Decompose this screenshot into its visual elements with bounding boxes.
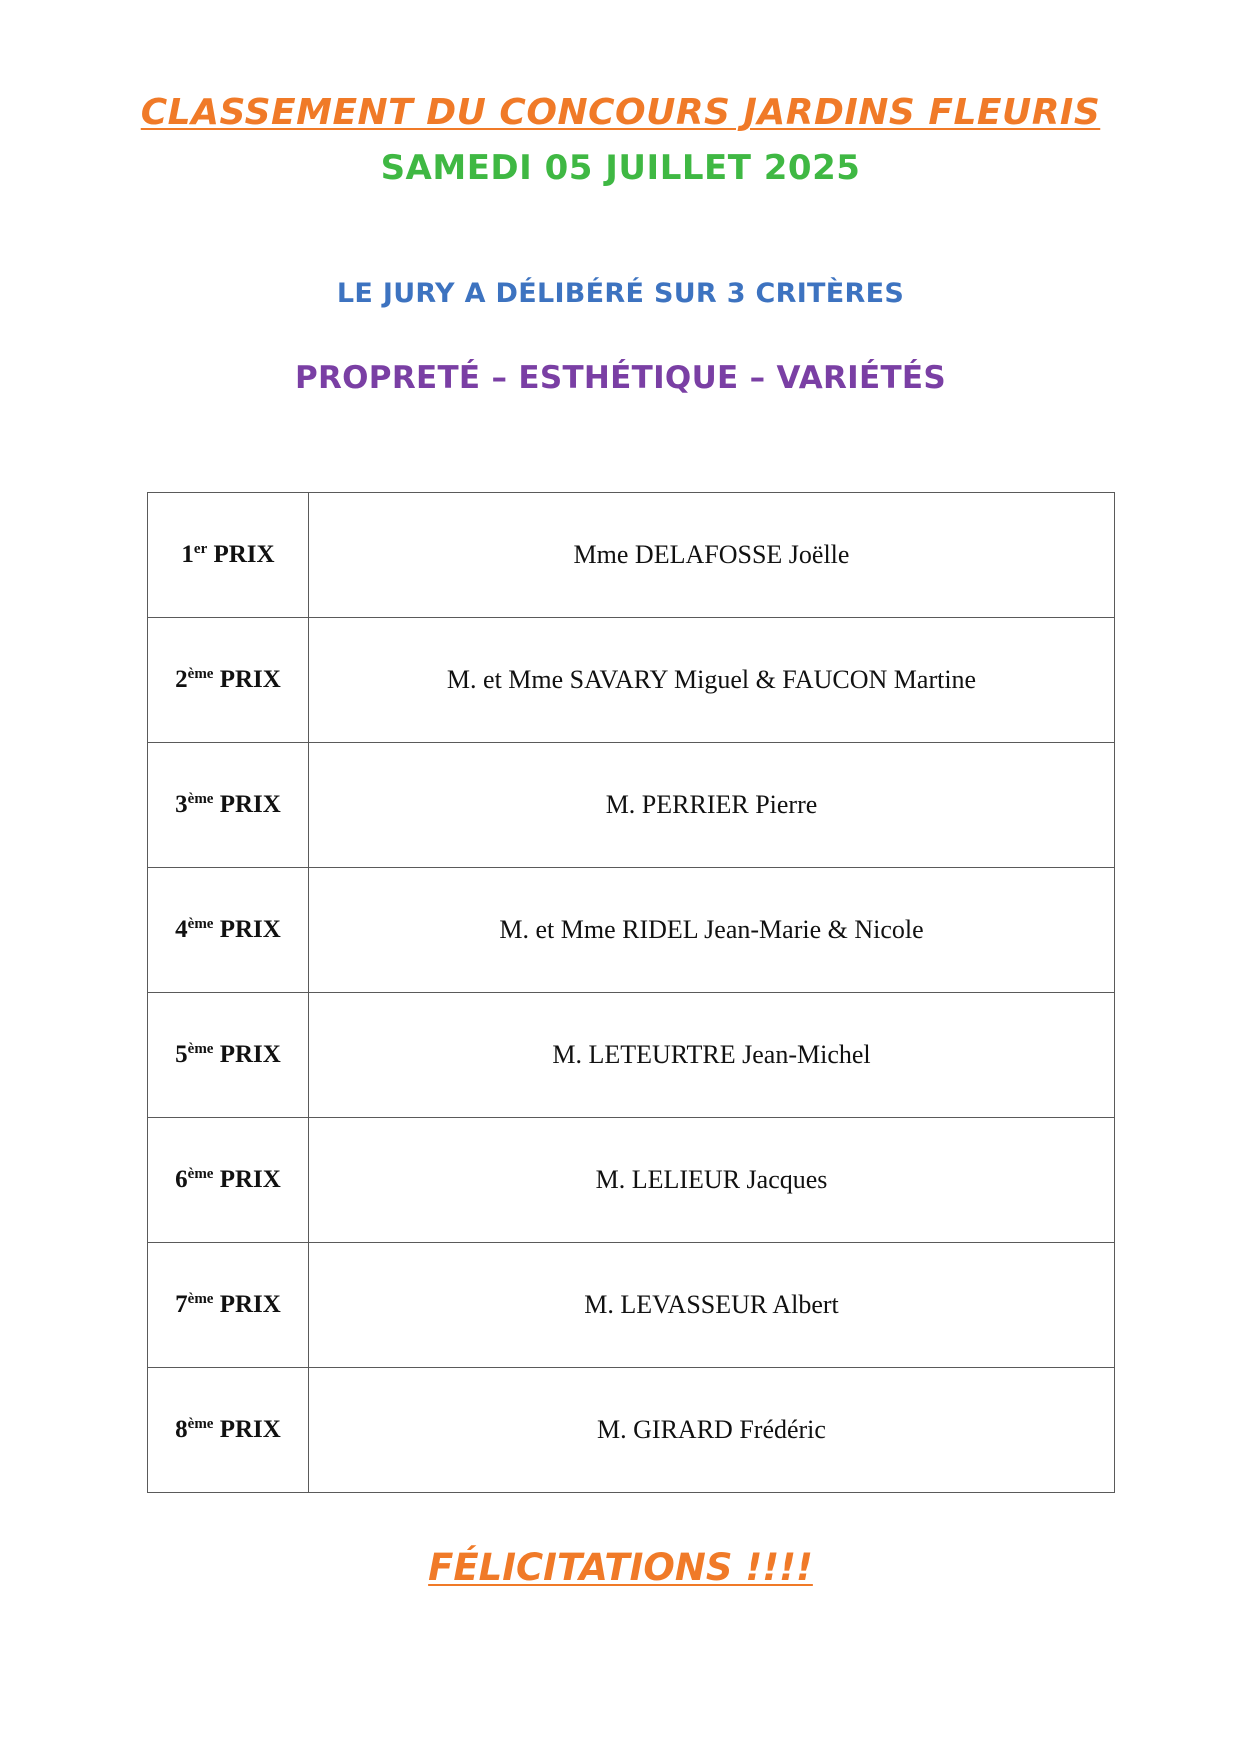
rank-prize: PRIX xyxy=(213,541,275,568)
rank-number: 7 xyxy=(175,1291,188,1318)
prize-rank xyxy=(148,1368,309,1493)
prize-rank xyxy=(148,493,309,618)
winner-name: M. GIRARD Frédéric xyxy=(309,1368,1115,1493)
rank-number: 3 xyxy=(175,791,188,818)
rank-number: 1 xyxy=(181,541,194,568)
winner-name: M. PERRIER Pierre xyxy=(309,743,1115,868)
rank-prize: PRIX xyxy=(219,1166,281,1193)
rank-suffix: ème xyxy=(187,791,214,807)
winner-name: M. LEVASSEUR Albert xyxy=(309,1243,1115,1368)
rank-number: 2 xyxy=(175,666,188,693)
rank-prize: PRIX xyxy=(219,1041,281,1068)
rank-number: 4 xyxy=(175,916,188,943)
rank-prize: PRIX xyxy=(219,1291,281,1318)
table-row xyxy=(148,493,1115,618)
rank-suffix: ème xyxy=(187,1041,214,1057)
prize-rank xyxy=(148,1118,309,1243)
rank-suffix: ème xyxy=(187,666,214,682)
page-title-text: CLASSEMENT DU CONCOURS JARDINS FLEURIS xyxy=(140,92,1101,133)
table-row xyxy=(148,1243,1115,1368)
page-title xyxy=(0,92,1241,133)
winner-name: M. et Mme SAVARY Miguel & FAUCON Martine xyxy=(309,618,1115,743)
winner-name: M. LETEURTRE Jean-Michel xyxy=(309,993,1115,1118)
rank-prize: PRIX xyxy=(219,666,281,693)
rank-number: 5 xyxy=(175,1041,188,1068)
prize-rank xyxy=(148,868,309,993)
table-row xyxy=(148,743,1115,868)
congratulations-message xyxy=(0,1546,1241,1589)
prize-rank xyxy=(148,743,309,868)
rank-suffix: ème xyxy=(187,1166,214,1182)
table-row xyxy=(148,868,1115,993)
rank-prize: PRIX xyxy=(219,1416,281,1443)
table-row xyxy=(148,1118,1115,1243)
criteria-intro: LE JURY A DÉLIBÉRÉ SUR 3 CRITÈRES xyxy=(336,278,905,309)
winner-name: M. LELIEUR Jacques xyxy=(309,1118,1115,1243)
rank-number: 6 xyxy=(175,1166,188,1193)
rank-suffix: ème xyxy=(187,916,214,932)
rank-suffix: er xyxy=(193,541,208,557)
congratulations-text: FÉLICITATIONS !!!! xyxy=(428,1546,813,1589)
rank-suffix: ème xyxy=(187,1291,214,1307)
winner-name: M. et Mme RIDEL Jean-Marie & Nicole xyxy=(309,868,1115,993)
prize-rank xyxy=(148,618,309,743)
results-table xyxy=(147,492,1115,1493)
event-date: SAMEDI 05 JUILLET 2025 xyxy=(380,148,861,188)
winner-name: Mme DELAFOSSE Joëlle xyxy=(309,493,1115,618)
rank-number: 8 xyxy=(175,1416,188,1443)
table-row xyxy=(148,618,1115,743)
prize-rank xyxy=(148,993,309,1118)
table-row xyxy=(148,993,1115,1118)
criteria-list: PROPRETÉ – ESTHÉTIQUE – VARIÉTÉS xyxy=(294,360,947,396)
table-row xyxy=(148,1368,1115,1493)
prize-rank xyxy=(148,1243,309,1368)
rank-suffix: ème xyxy=(187,1416,214,1432)
rank-prize: PRIX xyxy=(219,791,281,818)
rank-prize: PRIX xyxy=(219,916,281,943)
